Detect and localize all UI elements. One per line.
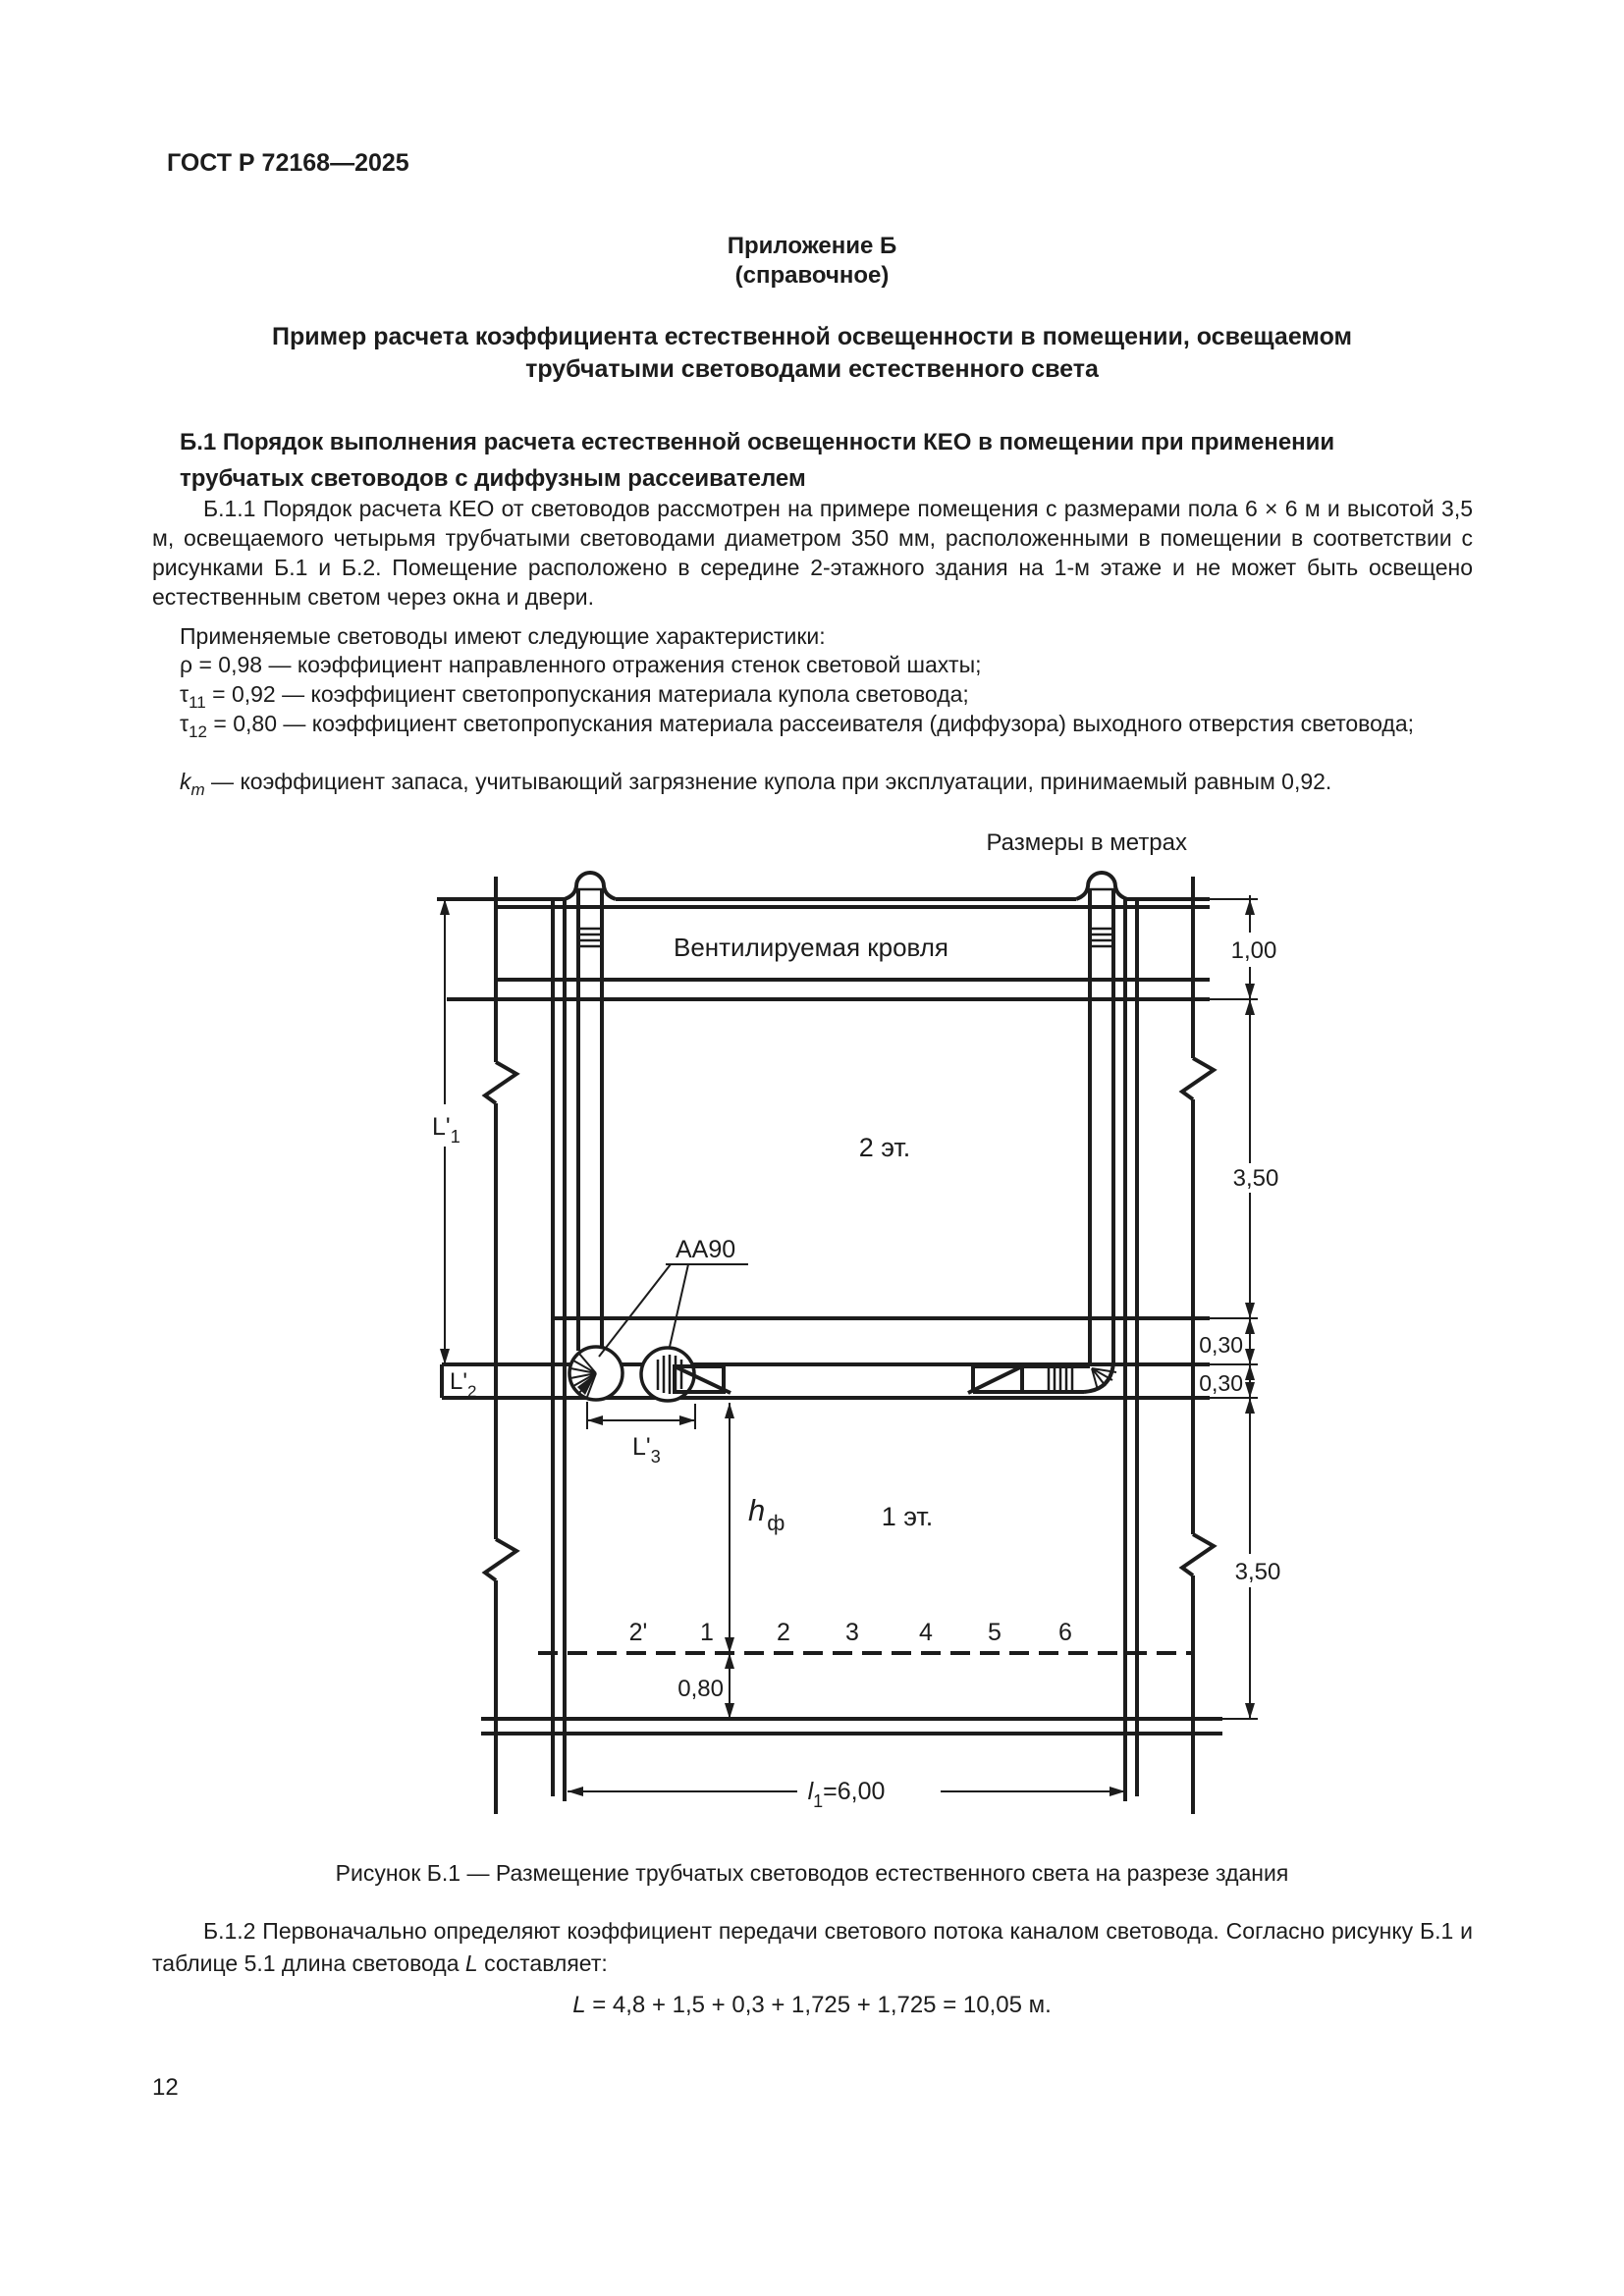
paragraph-b12-tail: составляет: [477, 1950, 608, 1976]
tau12-subscript: 12 [189, 722, 208, 741]
right-duct-hatch [1049, 1366, 1072, 1392]
appendix-type: (справочное) [734, 262, 890, 289]
dim-L3-sub: 3 [650, 1447, 661, 1467]
tau11-symbol: τ [180, 681, 189, 707]
dim-workplane-value: 0,80 [677, 1676, 724, 1702]
floor2-label: 2 эт. [858, 1133, 911, 1162]
figure-b1-drawing [417, 869, 1335, 1826]
dim-floor2-value: 3,50 [1232, 1165, 1279, 1192]
tau11-item [152, 679, 1473, 712]
km-symbol: k [180, 769, 191, 794]
dim-slab-lower-value: 0,30 [1199, 1370, 1243, 1396]
formula-body: = 4,8 + 1,5 + 0,3 + 1,725 + 1,725 = 10,05 м. [585, 1992, 1052, 2018]
rho-text: = 0,98 — коэффициент направленного отражения стенок световой шахты; [192, 652, 982, 677]
svg-text:hф [748, 1493, 785, 1535]
dim-width-sub: 1 [813, 1791, 824, 1811]
left-light-pipe [565, 873, 616, 1353]
calc-point-1: 1 [700, 1619, 714, 1646]
section-heading [180, 424, 1473, 497]
rho-symbol: ρ [180, 652, 193, 677]
calc-point-5: 5 [988, 1619, 1001, 1646]
dim-slab-upper-value: 0,30 [1199, 1332, 1243, 1358]
paragraph-b12-text: Б.1.2 Первоначально определяют коэффициент передачи светового потока каналом световода. Согласно рисунку Б.1 и таблице 5.1 длина световода [152, 1918, 1473, 1976]
rho-item [152, 650, 1473, 679]
formula-variable: L [572, 1992, 586, 2018]
dim-width-label: l [807, 1778, 814, 1805]
left-wall [485, 877, 565, 1814]
right-light-pipe [1076, 873, 1127, 1365]
formula-line [0, 1992, 1624, 2019]
dim-L3-label: L' [632, 1433, 651, 1461]
tau11-subscript: 11 [189, 693, 206, 712]
dim-L3 [587, 1402, 695, 1467]
floor1-label: 1 эт. [881, 1502, 934, 1531]
paragraph-b11: Б.1.1 Порядок расчета КЕО от световодов рассмотрен на примере помещения с размерами пола 6 × 6 м и высотой 3,5 м, освещаемого четырьмя трубчатыми световодами диаметром 350 мм, расположенными в помещении в соответствии с рисунками Б.1 и Б.2. Помещение расположено в середине 2-этажного здания на 1-м этаже и не может быть освещено естественным светом через окна и двери. [152, 496, 1473, 610]
figure-units-note: Размеры в метрах [986, 829, 1187, 856]
km-subscript: m [190, 780, 205, 799]
dim-width-value: =6,00 [823, 1778, 886, 1805]
appendix-label: Приложение Б [727, 233, 897, 259]
page-header: ГОСТ Р 72168—2025 [167, 149, 409, 177]
elbow-callout-group [599, 1236, 748, 1357]
dim-L2-label: L' [450, 1368, 467, 1395]
figure-caption: Рисунок Б.1 — Размещение трубчатых световодов естественного света на разрезе здания [335, 1860, 1289, 1886]
paragraph-b12 [152, 1915, 1473, 1980]
calc-point-6: 6 [1058, 1619, 1072, 1646]
dim-L1-sub: 1 [450, 1127, 460, 1147]
section-heading-line2: трубчатых световодов с диффузным рассеивателем [180, 465, 806, 492]
dim-room-width [568, 1778, 1125, 1811]
elbow-callout-label: АА90 [676, 1236, 736, 1263]
svg-text:L'3 [632, 1433, 661, 1467]
right-duct-assembly [968, 1362, 1116, 1393]
tau11-text: = 0,92 — коэффициент светопропускания материала купола световода; [205, 681, 969, 707]
dim-floor1-value: 3,50 [1234, 1559, 1281, 1585]
dim-roof-value: 1,00 [1230, 937, 1277, 964]
dim-L1 [432, 899, 460, 1364]
km-item [152, 767, 1473, 799]
calc-point-4: 4 [919, 1619, 933, 1646]
tau12-symbol: τ [180, 711, 189, 736]
svg-text:l1=6,00 [808, 1778, 886, 1811]
calc-point-3: 3 [845, 1619, 859, 1646]
floor-lines [481, 1719, 1258, 1734]
tau12-text: = 0,80 — коэффициент светопропускания материала рассеивателя (диффузора) выходного отверстия световода; [207, 711, 1415, 736]
calc-point-2: 2 [777, 1619, 790, 1646]
dim-hf-label: h [748, 1493, 766, 1527]
appendix-title-line2: трубчатыми световодами естественного света [525, 355, 1099, 383]
dim-hf-sub: ф [767, 1511, 785, 1535]
left-elbow-assembly [569, 1347, 731, 1401]
right-diffuser-box [968, 1366, 1022, 1393]
calc-points-row [629, 1619, 1072, 1646]
calc-point-2prime: 2' [628, 1619, 648, 1646]
appendix-title [0, 321, 1624, 386]
roof-label: Вентилируемая кровля [673, 933, 949, 962]
appendix-title-line1: Пример расчета коэффициента естественной освещенности в помещении, освещаемом [271, 323, 1353, 350]
left-pipe-louver [579, 929, 601, 946]
tau12-item [152, 709, 1473, 741]
dim-right-chain [1199, 895, 1280, 1719]
svg-text:L'1 [432, 1113, 460, 1147]
dim-workplane [677, 1653, 734, 1719]
dim-hf [725, 1403, 785, 1653]
right-pipe-louver [1091, 929, 1112, 946]
page-number: 12 [152, 2074, 179, 2101]
characteristics-intro: Применяемые световоды имеют следующие характеристики: [180, 623, 826, 649]
dim-L1-label: L' [432, 1113, 451, 1141]
km-text: — коэффициент запаса, учитывающий загрязнение купола при эксплуатации, принимаемый равным 0,92. [204, 769, 1332, 794]
section-heading-line1: Б.1 Порядок выполнения расчета естественной освещенности КЕО в помещении при применении [180, 429, 1335, 455]
dim-L2-sub: 2 [466, 1382, 477, 1401]
paragraph-b12-variable: L [464, 1950, 478, 1976]
